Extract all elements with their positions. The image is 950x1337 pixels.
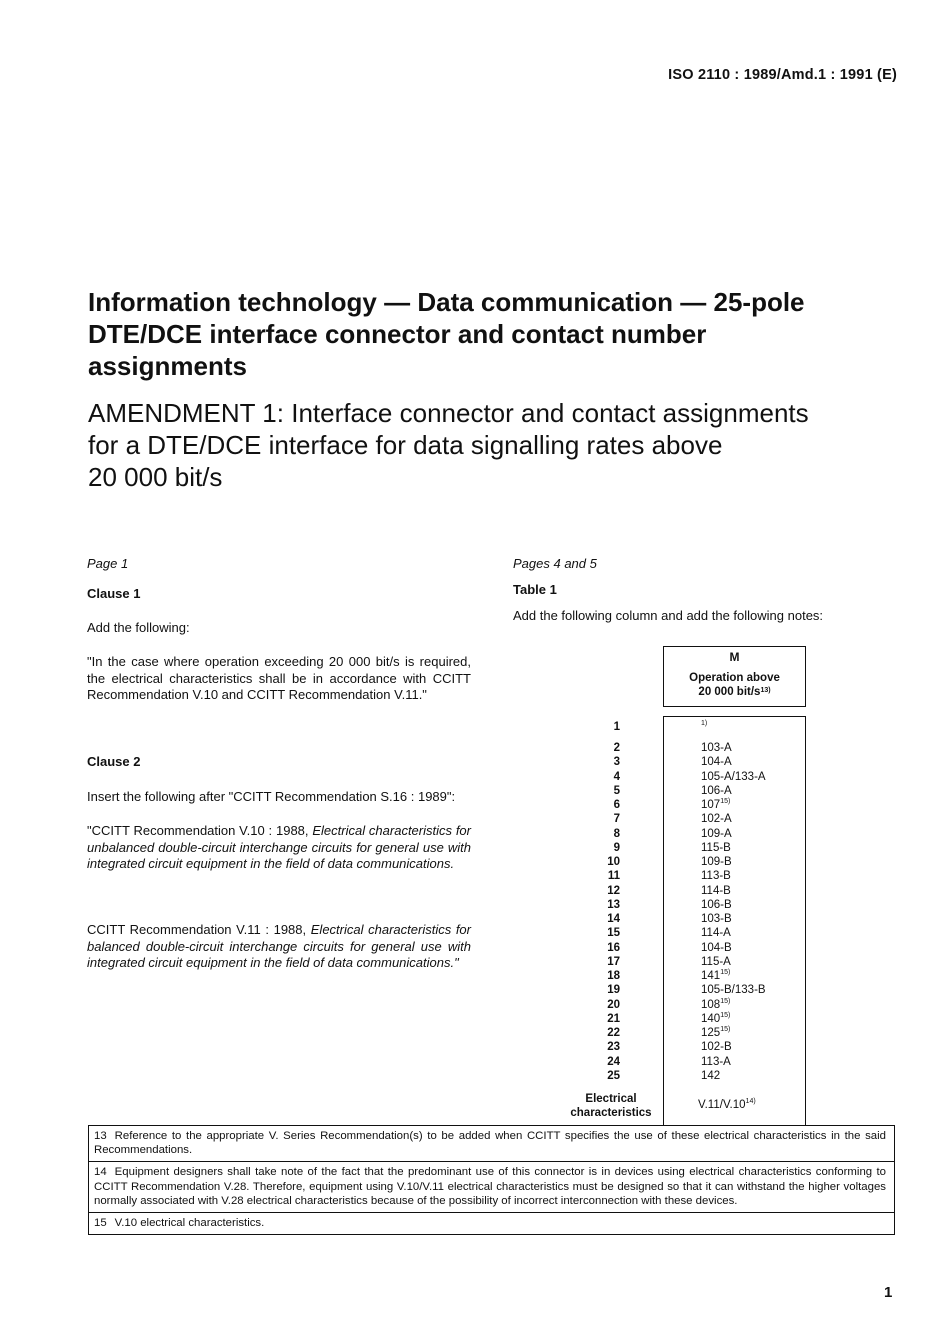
- circuit-code: 109-B: [701, 856, 732, 868]
- clause2-intro: Insert the following after "CCITT Recommendation S.16 : 1989":: [87, 789, 456, 804]
- clause2-heading: Clause 2: [87, 754, 141, 769]
- column-title-line-1: Operation above: [689, 672, 780, 684]
- contact-assignment: [701, 1070, 720, 1082]
- footnote: [89, 1212, 894, 1234]
- column-title-line-2: [664, 685, 805, 699]
- contact-assignment: [701, 721, 707, 733]
- contact-assignment: [701, 842, 731, 854]
- contact-number: 2: [613, 742, 620, 754]
- amendment-title: [88, 397, 918, 493]
- contact-assignment: [701, 899, 732, 911]
- contact-assignment: [701, 1041, 732, 1053]
- column-letter: M: [729, 650, 740, 664]
- amendment-line-2: for a DTE/DCE interface for data signalling rates above: [88, 430, 723, 460]
- electrical-value: [698, 1099, 756, 1111]
- contact-number: 6: [613, 799, 620, 811]
- clause1-heading: Clause 1: [87, 586, 141, 601]
- contact-number: 4: [613, 770, 620, 783]
- circuit-code: 113-B: [701, 870, 731, 883]
- circuit-code: 113-A: [701, 1055, 731, 1068]
- note-ref: 15): [720, 1011, 731, 1019]
- column-header-box: [663, 646, 806, 707]
- column-title-note-ref: 13): [760, 687, 771, 694]
- contact-number: 14: [607, 913, 620, 925]
- contact-number: 22: [607, 1027, 620, 1039]
- contact-number: 17: [607, 955, 620, 968]
- circuit-code: 104-A: [701, 756, 732, 769]
- amendment-line-3: 20 000 bit/s: [88, 462, 223, 492]
- footnote-number: 14: [94, 1166, 107, 1179]
- footnote-text: V.10 electrical characteristics.: [114, 1217, 265, 1230]
- contact-assignment: [701, 856, 732, 868]
- circuit-code: 141: [701, 970, 721, 982]
- footnote-number: 13: [94, 1130, 107, 1142]
- contact-assignment: [701, 927, 731, 939]
- contact-number: 19: [607, 984, 620, 997]
- contact-assignment: [701, 771, 766, 783]
- circuit-code: 142: [701, 1069, 721, 1082]
- footnote: [89, 1126, 894, 1161]
- note-ref: 15): [720, 969, 731, 976]
- footnote-number: 15: [94, 1217, 107, 1230]
- contact-number: 24: [607, 1055, 620, 1068]
- contact-assignment: [701, 756, 732, 768]
- document-title: [88, 286, 918, 382]
- circuit-code: 103-B: [701, 913, 732, 925]
- circuit-code: 115-A: [701, 955, 731, 968]
- contact-number: 3: [613, 756, 620, 769]
- contact-number: 9: [613, 841, 620, 854]
- contact-number: 16: [607, 941, 620, 954]
- contact-assignment: [701, 942, 732, 954]
- circuit-code: 114-A: [701, 927, 731, 940]
- contact-number: 18: [607, 970, 620, 982]
- title-line-2: DTE/DCE interface connector and contact number: [88, 319, 707, 349]
- contact-number: 15: [607, 927, 620, 940]
- left-page-label: Page 1: [87, 556, 129, 571]
- circuit-code: 103-A: [701, 742, 732, 754]
- contact-number: 21: [607, 1012, 620, 1025]
- circuit-code: 114-B: [701, 884, 731, 897]
- contact-assignment: [701, 913, 732, 925]
- column-title-rate: 20 000 bit/s: [698, 686, 761, 698]
- electrical-label: [555, 1092, 667, 1120]
- electrical-value-text: V.11/V.10: [698, 1099, 746, 1111]
- contact-number: 13: [607, 898, 620, 911]
- ccitt-v10-prefix: "CCITT Recommendation V.10 : 1988,: [87, 823, 313, 838]
- circuit-code: 108: [701, 998, 721, 1011]
- circuit-code: 106-B: [701, 898, 732, 911]
- note-ref: 15): [720, 997, 731, 1005]
- amendment-line-1: AMENDMENT 1: Interface connector and contact assignments: [88, 398, 809, 428]
- contact-number: 8: [613, 827, 620, 840]
- contact-assignment: [701, 785, 732, 797]
- contact-number: 23: [607, 1041, 620, 1054]
- ccitt-v11-reference: [87, 922, 471, 972]
- contact-assignment: [701, 885, 731, 897]
- circuit-code: 102-B: [701, 1041, 732, 1054]
- note-ref: 15): [720, 1026, 731, 1033]
- title-line-1: Information technology — Data communication — 25-pole: [88, 287, 805, 317]
- electrical-label-line-1: Electrical: [585, 1093, 637, 1105]
- contact-assignment: [701, 1013, 730, 1025]
- contact-number: 20: [607, 998, 620, 1011]
- contact-number: 25: [607, 1069, 620, 1082]
- contact-assignment: [701, 828, 732, 840]
- contact-assignment: [701, 813, 732, 825]
- note-ref: 15): [720, 798, 731, 805]
- contact-assignment: [701, 742, 732, 754]
- ccitt-v11-prefix: CCITT Recommendation V.11 : 1988,: [87, 922, 311, 937]
- notes-box: [88, 1125, 895, 1235]
- ccitt-v10-title: Electrical characteristics for unbalanced double-circuit interchange circuits for general use with integrated circuit equipment in the field of data communications.: [87, 823, 471, 871]
- electrical-label-line-2: characteristics: [570, 1107, 652, 1119]
- contact-assignment: [701, 1027, 730, 1039]
- circuit-code: 102-A: [701, 813, 732, 826]
- contact-assignment: [701, 1056, 731, 1068]
- note-ref: 1): [701, 720, 708, 727]
- footnote-text: Equipment designers shall take note of the fact that the predominant use of this connector is in devices using electrical characteristics conforming to CCITT Recommendation V.28. Therefore, equipment using V.10/V.11 electrical characteristics must be designed so that it can withstand the higher voltages normally associated with V.28 electrical characteristics because of the possibility of incorrect interconnection with these devices.: [94, 1166, 886, 1207]
- right-page-label: Pages 4 and 5: [513, 556, 597, 571]
- document-reference: ISO 2110 : 1989/Amd.1 : 1991 (E): [668, 67, 897, 83]
- clause1-intro: Add the following:: [87, 620, 190, 635]
- circuit-code: 106-A: [701, 784, 732, 797]
- electrical-value-cell: [663, 1091, 806, 1125]
- electrical-note-ref: 14): [745, 1098, 756, 1105]
- notes-list: [89, 1126, 894, 1234]
- circuit-code: 105-A/133-A: [701, 770, 766, 783]
- circuit-code: 140: [701, 1012, 721, 1025]
- contact-number: 5: [613, 784, 620, 797]
- title-line-3: assignments: [88, 351, 247, 381]
- clause1-quote: "In the case where operation exceeding 20 000 bit/s is required, the electrical characteristics shall be in accordance with CCITT Recommendation V.10 and CCITT Recommendation V.11.": [87, 654, 471, 702]
- table-instruction: Add the following column and add the following notes:: [513, 608, 824, 623]
- contact-assignment: [701, 999, 730, 1011]
- page-number: 1: [884, 1284, 893, 1301]
- circuit-code: 115-B: [701, 841, 731, 854]
- circuit-code: 105-B/133-B: [701, 984, 766, 997]
- footnote-text: Reference to the appropriate V. Series Recommendation(s) to be added when CCITT specifies the use of these electrical characteristics in the said Recommendations.: [94, 1130, 886, 1157]
- contact-number: 10: [607, 856, 620, 868]
- contact-assignment: [701, 870, 731, 882]
- contact-assignment: [701, 956, 731, 968]
- circuit-code: 104-B: [701, 941, 732, 954]
- contact-number: 1: [613, 721, 620, 733]
- contact-assignment: [701, 984, 766, 996]
- circuit-code: 125: [701, 1027, 721, 1039]
- contact-number: 12: [607, 884, 620, 897]
- ccitt-v11-title: Electrical characteristics for balanced double-circuit interchange circuits for general use with integrated circuit equipment in the field of data communications.": [87, 922, 471, 970]
- contact-number: 11: [607, 870, 620, 883]
- contact-assignment: [701, 970, 730, 982]
- contact-number: 7: [613, 813, 620, 826]
- circuit-code: 109-A: [701, 827, 732, 840]
- table-heading: Table 1: [513, 582, 557, 597]
- footnote: [89, 1161, 894, 1212]
- contact-assignment: [701, 799, 730, 811]
- ccitt-v10-reference: [87, 823, 471, 873]
- circuit-code: 107: [701, 799, 721, 811]
